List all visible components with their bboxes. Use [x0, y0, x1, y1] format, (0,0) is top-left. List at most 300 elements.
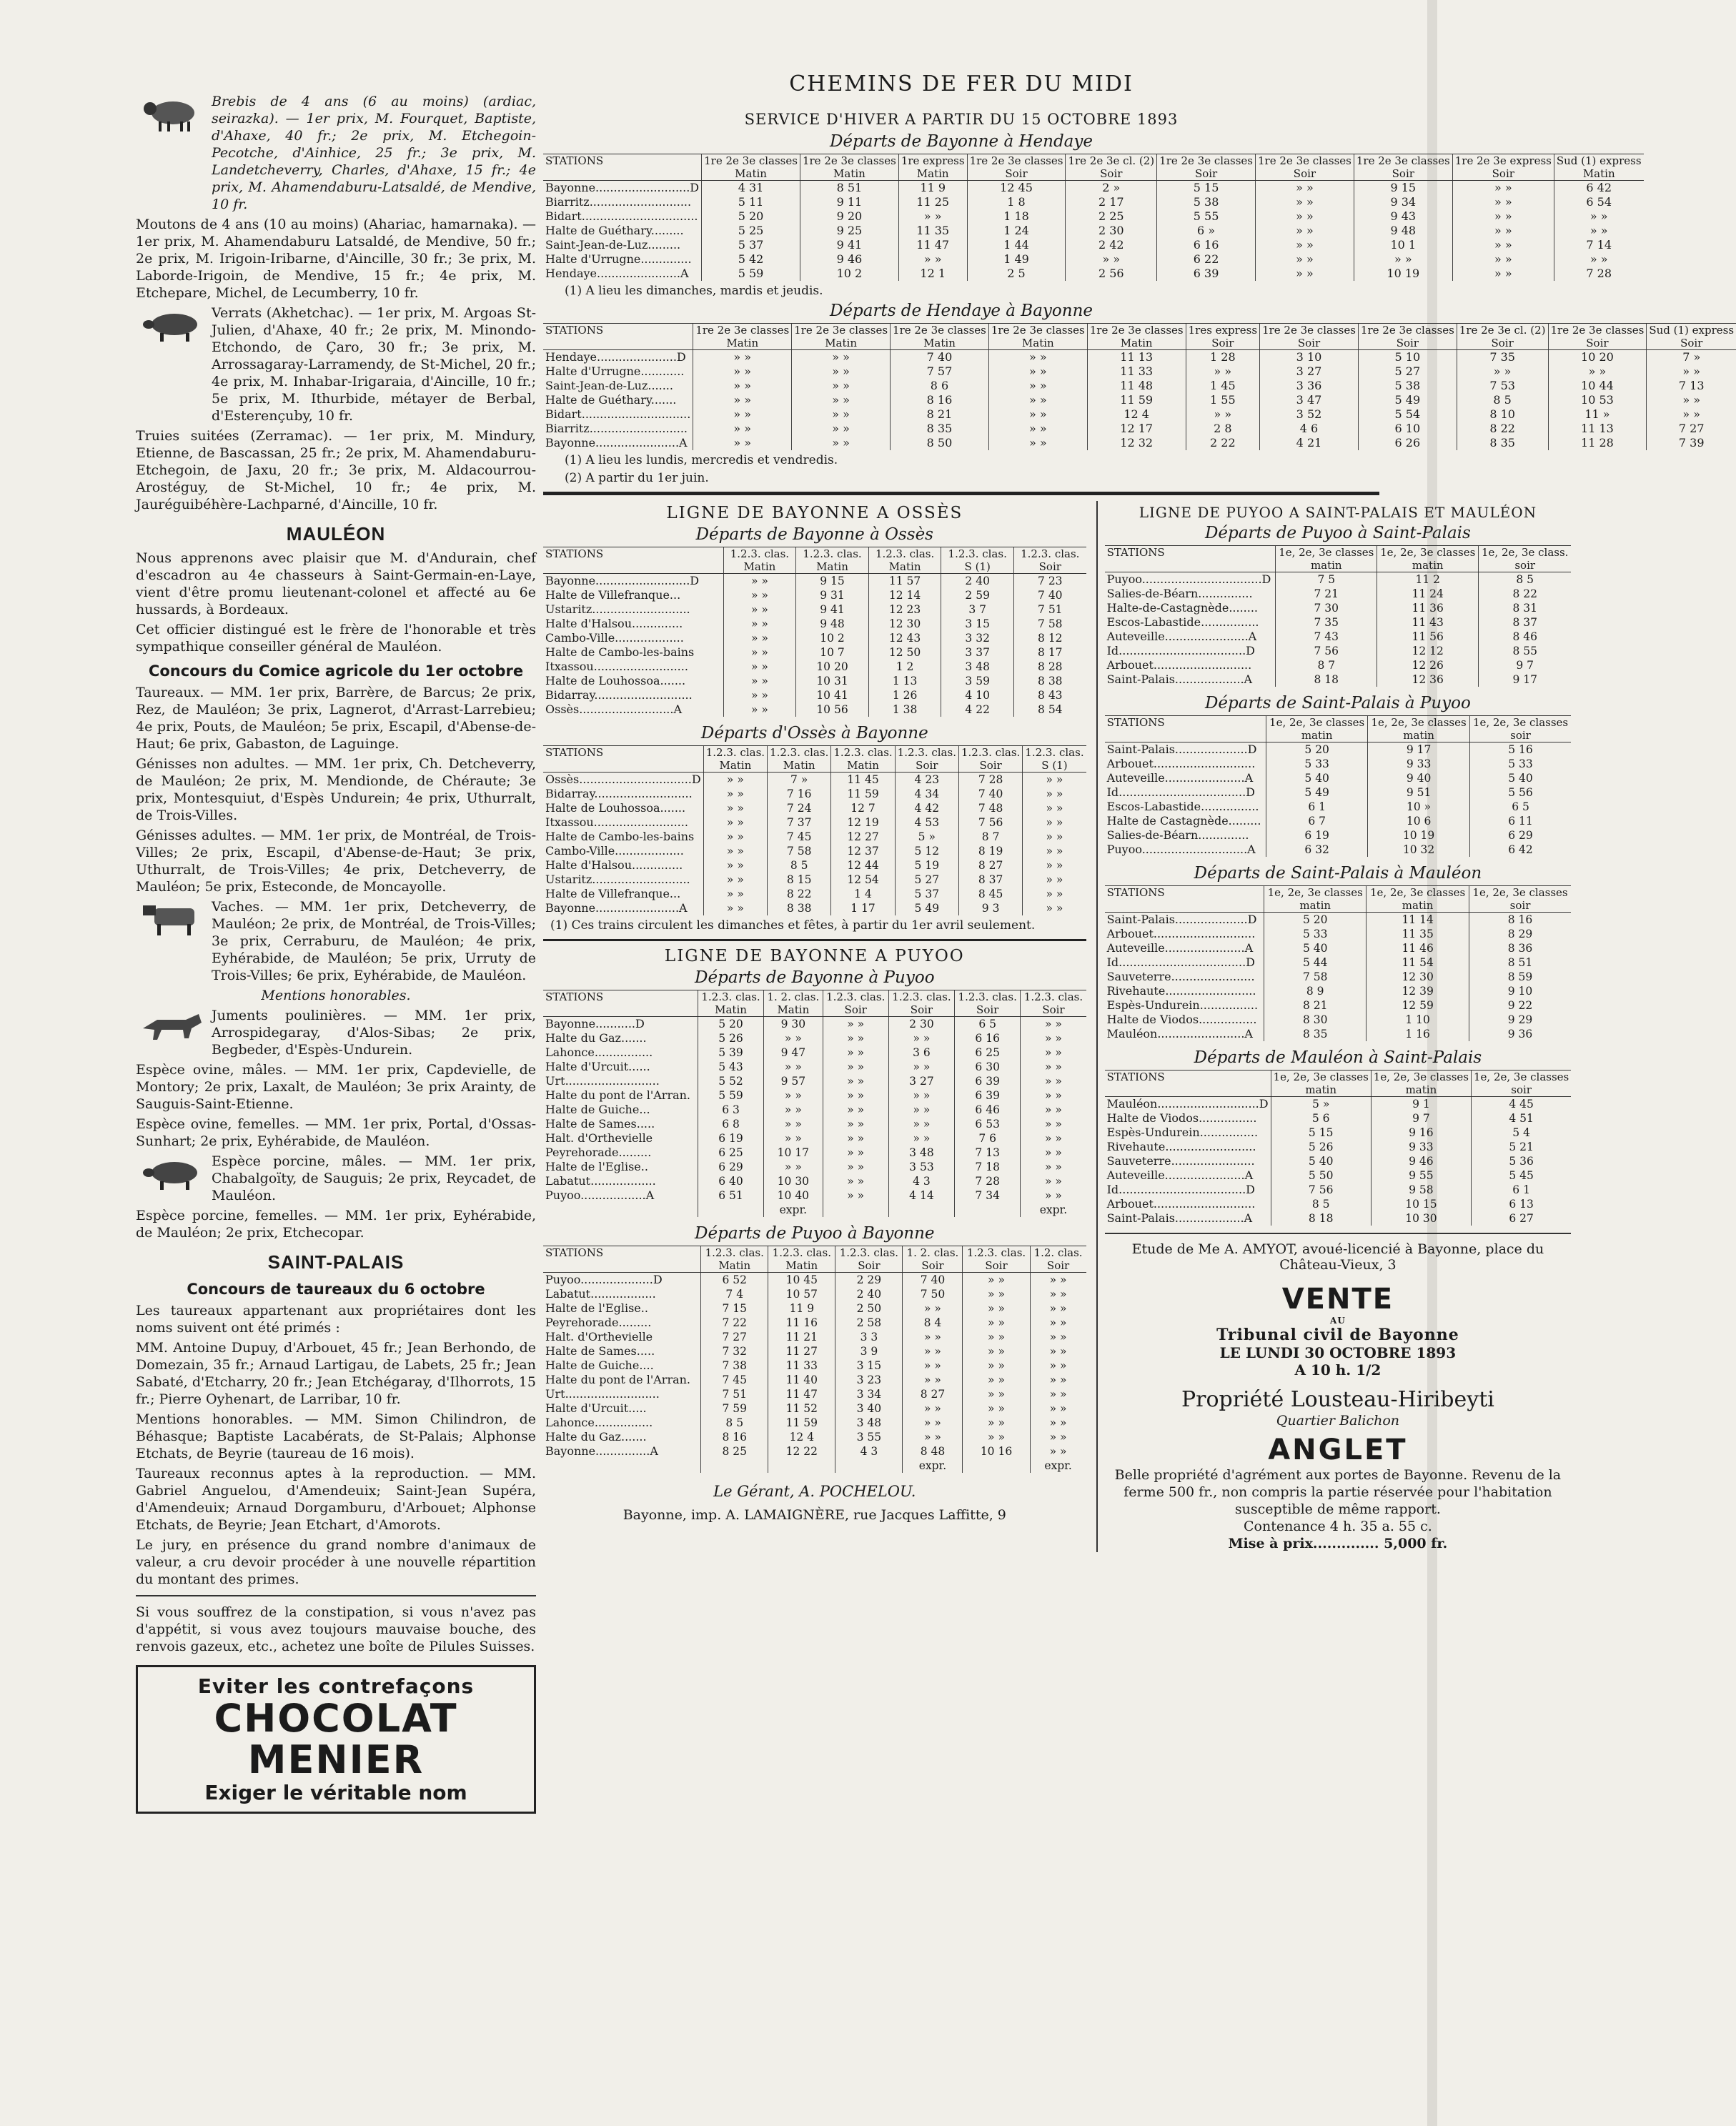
time-cell: 7 45	[701, 1373, 768, 1387]
station-name: Halte de Cambo-les-bains	[545, 830, 695, 843]
time-cell: » »	[903, 1358, 963, 1373]
column-subheader	[543, 337, 693, 350]
time-cell: 6 39	[955, 1074, 1021, 1088]
station-name: Halte de Guéthary.........	[545, 224, 684, 237]
time-cell: » »	[888, 1103, 954, 1117]
table-row	[543, 1287, 1086, 1301]
time-cell: 11 28	[1548, 436, 1647, 450]
chemins-header: CHEMINS DE FER DU MIDI	[789, 71, 1134, 96]
time-cell: 7 15	[701, 1301, 768, 1316]
express-marker	[835, 1459, 903, 1473]
t3-title: Départs de Bayonne à Ossès	[695, 525, 933, 544]
saint-palais-title: SAINT-PALAIS	[267, 1251, 405, 1273]
divider	[543, 939, 1086, 941]
time-cell: 5 38	[1157, 195, 1256, 209]
time-cell: 7 34	[955, 1188, 1021, 1203]
station-name: Sauveterre.......................	[1106, 1154, 1255, 1168]
column-subheader: Soir	[823, 1003, 888, 1017]
table-row	[1105, 941, 1572, 955]
ligne-puyoo-title: LIGNE DE BAYONNE A PUYOO	[664, 947, 965, 965]
time-cell: 9 33	[1371, 1140, 1471, 1154]
time-cell: 3 40	[835, 1401, 903, 1416]
time-cell: » »	[888, 1131, 954, 1146]
time-cell: 8 48	[903, 1444, 963, 1459]
time-cell: 12 30	[1367, 970, 1469, 984]
station-name: Halte de Villefranque...	[545, 887, 681, 900]
table-row	[543, 815, 1086, 830]
station-name: Mauléon........................A	[1106, 1027, 1253, 1040]
time-cell: » »	[1030, 1344, 1086, 1358]
porcine-entry	[136, 1153, 536, 1207]
time-cell: 2 42	[1066, 238, 1157, 252]
column-header: 1.2.3. clas.	[1013, 547, 1086, 561]
time-cell: » »	[903, 1401, 963, 1416]
station-name: Puyoo.............................A	[1106, 843, 1256, 856]
time-cell: 2 40	[941, 574, 1014, 589]
column-header: 1.2.3. clas.	[888, 990, 954, 1004]
table-row	[543, 1358, 1086, 1373]
time-cell: 12 19	[831, 815, 895, 830]
brebis-text: Brebis de 4 ans (6 au moins) (ardiac, seirazka). — 1er prix, M. Fourquet, Baptiste, d'Ahaxe, 40 fr.; 2e prix, M. Etchegoin-Pecotche, d'Ainhice, 25 fr.; 3e prix, M. Landetcheverry, Charles, d'Ahaxe, 15 fr.; 4e prix, M. Ahamendaburu-Latsaldé, de Mendive, 10 fr.	[212, 94, 536, 212]
time-cell: 8 30	[1264, 1013, 1367, 1027]
table-row	[543, 364, 1736, 379]
column-header: 1. 2. clas.	[764, 990, 823, 1004]
time-cell: » »	[1186, 364, 1259, 379]
time-cell: » »	[1030, 1301, 1086, 1316]
time-cell: » »	[1256, 181, 1354, 196]
table-row	[543, 1088, 1086, 1103]
table-row	[1105, 1197, 1572, 1211]
time-cell: 5 26	[1271, 1140, 1371, 1154]
table-row	[543, 1387, 1086, 1401]
time-cell: 5 20	[702, 209, 800, 224]
table-row	[543, 787, 1086, 801]
column-header: 1re 2e 3e classes	[1354, 154, 1452, 168]
column-subheader: Matin	[723, 560, 796, 574]
time-cell: 10 19	[1368, 828, 1469, 843]
station-name: Cambo-Ville...................	[545, 844, 684, 858]
column-subheader	[543, 560, 723, 574]
column-header: Sud (1) express	[1554, 154, 1643, 168]
time-cell: » »	[764, 1031, 823, 1045]
column-header: 1.2.3. clas.	[835, 1246, 903, 1260]
station-name: Hendaye......................D	[545, 350, 686, 364]
t2-title: Départs de Hendaye à Bayonne	[829, 302, 1093, 320]
time-cell: 4 3	[835, 1444, 903, 1459]
time-cell: 6 »	[1157, 224, 1256, 238]
time-cell: 8 46	[1479, 630, 1572, 644]
time-cell: 7 28	[1554, 267, 1643, 281]
time-cell: » »	[1452, 195, 1554, 209]
time-cell: 12 50	[868, 645, 941, 660]
time-cell: 6 3	[698, 1103, 763, 1117]
time-cell: 6 39	[955, 1088, 1021, 1103]
station-name: Halte de l'Eglise..	[545, 1160, 648, 1173]
column-header: 1.2.3. clas.	[768, 746, 831, 760]
time-cell: » »	[1021, 1017, 1086, 1032]
pilules-ad: Si vous souffrez de la constipation, si vous n'avez pas d'appétit, si vous avez toujours mauvaise bouche, des renvois gazeux, etc., achetez une boîte de Pilules Suisses.	[136, 1604, 536, 1654]
time-cell: » »	[903, 1416, 963, 1430]
station-name: Puyoo.................................D	[1106, 572, 1271, 586]
time-cell: » »	[1023, 801, 1086, 815]
time-cell: 11 45	[831, 773, 895, 788]
time-cell: 8 6	[891, 379, 989, 393]
column-header: 1.2.3. clas.	[723, 547, 796, 561]
time-cell: 7 51	[1013, 602, 1086, 617]
time-cell: 11 33	[1087, 364, 1186, 379]
station-name: Halte du pont de l'Arran.	[545, 1088, 691, 1102]
table-row	[1105, 644, 1572, 658]
time-cell: 9 47	[764, 1045, 823, 1060]
time-cell: » »	[823, 1031, 888, 1045]
time-cell: 3 34	[835, 1387, 903, 1401]
time-cell: 12 12	[1377, 644, 1479, 658]
left-column	[136, 93, 536, 1814]
time-cell: 10 15	[1371, 1197, 1471, 1211]
time-cell: » »	[723, 588, 796, 602]
timetable	[543, 154, 1644, 281]
time-cell: 4 3	[888, 1174, 954, 1188]
time-cell: 11 59	[1087, 393, 1186, 407]
ligne-sp-title: LIGNE DE PUYOO A SAINT-PALAIS ET MAULÉON	[1139, 504, 1537, 521]
station-name: Sauveterre.......................	[1106, 970, 1255, 983]
column-header: 1e, 2e, 3e class.	[1479, 546, 1572, 560]
station-name: Peyrehorade.........	[545, 1316, 652, 1329]
time-cell: 9 10	[1469, 984, 1571, 998]
time-cell: 4 21	[1260, 436, 1359, 450]
table-row	[1105, 1013, 1572, 1027]
time-cell: 5 25	[702, 224, 800, 238]
time-cell: 1 10	[1367, 1013, 1469, 1027]
column-header: 1e, 2e, 3e classes	[1266, 716, 1367, 730]
time-cell: 5 15	[1157, 181, 1256, 196]
column-header: 1re 2e 3e cl. (2)	[1457, 324, 1548, 337]
table-row	[1105, 814, 1572, 828]
time-cell: 3 10	[1260, 350, 1359, 365]
timetable	[1105, 545, 1572, 687]
time-cell: 7 27	[701, 1330, 768, 1344]
time-cell: 8 19	[958, 844, 1022, 858]
time-cell: » »	[1256, 238, 1354, 252]
comice-genisses-adultes: Génisses adultes. — MM. 1er prix, de Montréal, de Trois-Villes; 2e prix, Escapil, d'Abense-de-Haut; 3e prix, Uthurralt, de Trois-Villes; 4e prix, Detcheverry, de Mauléon; 5e prix, Esteconde, de Moncayolle.	[136, 828, 536, 895]
time-cell: 7 40	[1013, 588, 1086, 602]
ad-line1: Eviter les contrefaçons	[197, 1674, 475, 1698]
table-row	[543, 830, 1086, 844]
column-header: STATIONS	[543, 324, 693, 337]
column-subheader: Soir	[1066, 167, 1157, 181]
time-cell: » »	[823, 1088, 888, 1103]
time-cell: 11 13	[1548, 422, 1647, 436]
time-cell: 3 37	[941, 645, 1014, 660]
column-subheader	[1105, 899, 1264, 913]
station-name: Ustaritz...........................	[545, 602, 690, 616]
time-cell: » »	[1023, 873, 1086, 887]
time-cell: 8 45	[958, 887, 1022, 901]
comice-title: Concours du Comice agricole du 1er octobre	[148, 662, 524, 680]
time-cell: 5 4	[1472, 1126, 1572, 1140]
table-row	[543, 1131, 1086, 1146]
station-name: Saint-Jean-de-Luz.......	[545, 379, 673, 392]
table-row	[543, 1373, 1086, 1387]
time-cell: » »	[1030, 1430, 1086, 1444]
time-cell: » »	[988, 350, 1087, 365]
time-cell: 6 54	[1554, 195, 1643, 209]
time-cell: 12 45	[967, 181, 1066, 196]
column-header: 1.2.3. clas.	[941, 547, 1014, 561]
column-header: 1e, 2e, 3e classes	[1276, 546, 1377, 560]
time-cell: 9 46	[800, 252, 898, 267]
time-cell: 10 41	[796, 688, 869, 702]
time-cell: 11 16	[768, 1316, 835, 1330]
time-cell: 6 1	[1266, 800, 1367, 814]
express-marker	[888, 1203, 954, 1217]
table-row	[1105, 672, 1572, 687]
station-name: Bidart................................	[545, 209, 698, 223]
column-header: STATIONS	[543, 547, 723, 561]
vente-desc: Belle propriété d'agrément aux portes de Bayonne. Revenu de la ferme 500 fr., non compris la partie réservée pour l'habitation susceptible de même rapport.	[1114, 1467, 1562, 1517]
cow-icon	[136, 898, 207, 938]
station-name: Lahonce................	[545, 1045, 653, 1059]
time-cell: 7 59	[701, 1401, 768, 1416]
column-subheader: Matin	[898, 167, 967, 181]
table-row	[543, 773, 1086, 788]
time-cell: » »	[1021, 1103, 1086, 1117]
time-cell: 8 35	[1264, 1027, 1367, 1041]
column-subheader: Soir	[888, 1003, 954, 1017]
time-cell: 12 44	[831, 858, 895, 873]
time-cell: 9 7	[1479, 658, 1572, 672]
time-cell: 7 18	[955, 1160, 1021, 1174]
time-cell: 9 15	[796, 574, 869, 589]
station-name: Halte-de-Castagnède........	[1106, 601, 1258, 615]
time-cell: » »	[823, 1103, 888, 1117]
station-name: Puyoo....................D	[545, 1273, 663, 1286]
table-row	[543, 1103, 1086, 1117]
time-cell: 1 44	[967, 238, 1066, 252]
time-cell: » »	[723, 645, 796, 660]
station-name: Halte de Sames.....	[545, 1117, 655, 1131]
table-row	[543, 1203, 1086, 1217]
table-row	[543, 407, 1736, 422]
time-cell: 9 41	[796, 602, 869, 617]
column-header: STATIONS	[543, 1246, 701, 1260]
time-cell: 7 37	[768, 815, 831, 830]
time-cell: 6 16	[1157, 238, 1256, 252]
time-cell: 3 23	[835, 1373, 903, 1387]
t6-title: Départs de Puyoo à Bayonne	[695, 1224, 935, 1243]
time-cell: 11 48	[1087, 379, 1186, 393]
time-cell: 2 30	[1066, 224, 1157, 238]
time-cell: 7 56	[1271, 1183, 1371, 1197]
station-name: Halte du pont de l'Arran.	[545, 1373, 691, 1386]
column-header: 1.2.3. clas.	[963, 1246, 1030, 1260]
table-row	[543, 1045, 1086, 1060]
time-cell: 7 23	[1013, 574, 1086, 589]
column-header: 1re 2e 3e express	[1452, 154, 1554, 168]
station-name: Halte d'Urcuit.....	[545, 1401, 647, 1415]
column-header: STATIONS	[543, 154, 702, 168]
express-marker	[963, 1459, 1030, 1473]
time-cell: » »	[823, 1188, 888, 1203]
time-cell: 5 19	[895, 858, 958, 873]
comice-ovine-femelles: Espèce ovine, femelles. — MM. 1er prix, Portal, d'Ossas-Sunhart; 2e prix, Eyhérabide, de Mauléon.	[136, 1116, 536, 1149]
time-cell: 9 25	[800, 224, 898, 238]
lines-saint-palais	[1096, 501, 1572, 1552]
column-subheader: Matin	[891, 337, 989, 350]
time-cell: 5 40	[1266, 771, 1367, 785]
time-cell: » »	[792, 379, 891, 393]
time-cell: 8 4	[903, 1316, 963, 1330]
time-cell: 9 22	[1469, 998, 1571, 1013]
time-cell: 4 34	[895, 787, 958, 801]
station-name: Halte du Gaz.......	[545, 1430, 647, 1444]
time-cell: » »	[792, 422, 891, 436]
time-cell: 2 59	[941, 588, 1014, 602]
station-name: Urt..........................	[545, 1074, 660, 1088]
column-header: 1e, 2e, 3e classes	[1371, 1071, 1471, 1084]
column-subheader: matin	[1368, 729, 1469, 742]
station-name: Halte de Viodos................	[1106, 1013, 1257, 1026]
time-cell: 7 40	[891, 350, 989, 365]
time-cell: 5 40	[1271, 1154, 1371, 1168]
time-cell: 6 51	[698, 1188, 763, 1203]
time-cell: 6 26	[1358, 436, 1457, 450]
column-header: STATIONS	[543, 990, 698, 1004]
column-subheader: Matin	[764, 1003, 823, 1017]
column-header: 1.2.3. clas.	[768, 1246, 835, 1260]
time-cell: 9 41	[800, 238, 898, 252]
table-row	[1105, 572, 1572, 587]
time-cell: 11 21	[768, 1330, 835, 1344]
time-cell: 7 28	[958, 773, 1022, 788]
time-cell: » »	[1021, 1117, 1086, 1131]
station-name: Id...................................D	[1106, 955, 1255, 969]
time-cell: 11 2	[1377, 572, 1479, 587]
table-row	[543, 588, 1086, 602]
time-cell: » »	[903, 1330, 963, 1344]
time-cell: 7 16	[768, 787, 831, 801]
time-cell: 5 33	[1264, 927, 1367, 941]
time-cell: 9 58	[1371, 1183, 1471, 1197]
time-cell: » »	[1023, 830, 1086, 844]
time-cell: 7 27	[1647, 422, 1736, 436]
time-cell: » »	[898, 252, 967, 267]
time-cell: 5 56	[1469, 785, 1571, 800]
t1-title: Départs de Bayonne à Hendaye	[829, 132, 1093, 151]
time-cell: 5 11	[702, 195, 800, 209]
time-cell: 5 16	[1469, 742, 1571, 757]
time-cell: » »	[764, 1088, 823, 1103]
station-name: Saint-Palais...................A	[1106, 672, 1253, 686]
time-cell: 8 38	[768, 901, 831, 915]
time-cell: 1 8	[967, 195, 1066, 209]
time-cell: » »	[903, 1430, 963, 1444]
station-name: Arbouet...........................	[1106, 658, 1252, 672]
column-header: 1re express	[898, 154, 967, 168]
vente-ad	[1105, 1241, 1572, 1552]
station-name: Bayonne...............A	[545, 1444, 658, 1458]
time-cell: 7 6	[955, 1131, 1021, 1146]
time-cell: 9 48	[1354, 224, 1452, 238]
time-cell: 8 16	[891, 393, 989, 407]
time-cell: 5 39	[698, 1045, 763, 1060]
time-cell: 1 49	[967, 252, 1066, 267]
table-row	[543, 350, 1736, 365]
time-cell: 1 13	[868, 674, 941, 688]
station-name: Peyrehorade.........	[545, 1146, 652, 1159]
time-cell: 6 11	[1469, 814, 1571, 828]
table-row	[543, 1188, 1086, 1203]
time-cell: 2 58	[835, 1316, 903, 1330]
column-header: 1re 2e 3e classes	[1548, 324, 1647, 337]
time-cell: 11 43	[1377, 615, 1479, 630]
column-subheader: soir	[1469, 899, 1571, 913]
time-cell: 10 20	[796, 660, 869, 674]
time-cell: 6 30	[955, 1060, 1021, 1074]
time-cell: 2 30	[888, 1017, 954, 1032]
time-cell: » »	[764, 1131, 823, 1146]
time-cell: » »	[1030, 1330, 1086, 1344]
time-cell: » »	[823, 1060, 888, 1074]
time-cell: 8 22	[768, 887, 831, 901]
t2-note1: (1) A lieu les lundis, mercredis et vendredis.	[565, 453, 838, 467]
station-name: Halte d'Halsou..............	[545, 617, 683, 630]
column-header: 1.2.3. clas.	[868, 547, 941, 561]
time-cell: 3 27	[1260, 364, 1359, 379]
time-cell: 3 48	[835, 1416, 903, 1430]
time-cell: 7 58	[1264, 970, 1367, 984]
time-cell: 10 16	[963, 1444, 1030, 1459]
time-cell: » »	[988, 393, 1087, 407]
table-row	[1105, 1126, 1572, 1140]
express-marker: expr.	[1021, 1203, 1086, 1217]
time-cell: 3 15	[835, 1358, 903, 1373]
time-cell: 1 18	[967, 209, 1066, 224]
table-row	[1105, 1211, 1572, 1226]
station-name: Id...................................D	[1106, 785, 1255, 799]
divider	[543, 492, 1379, 495]
column-subheader: Matin	[1087, 337, 1186, 350]
station-name: Halte de Castagnède.........	[1106, 814, 1261, 828]
time-cell: » »	[723, 660, 796, 674]
table-row	[1105, 913, 1572, 928]
station-name: Halte d'Urrugne..............	[545, 252, 692, 266]
time-cell: 5 33	[1469, 757, 1571, 771]
time-cell: 11 24	[1377, 587, 1479, 601]
time-cell: » »	[1021, 1160, 1086, 1174]
time-cell: » »	[823, 1146, 888, 1160]
time-cell: 8 37	[1479, 615, 1572, 630]
station-name: Rivehaute.........................	[1106, 1140, 1256, 1153]
time-cell: 9 46	[1371, 1154, 1471, 1168]
time-cell: » »	[693, 350, 792, 365]
time-cell: 2 29	[835, 1273, 903, 1288]
time-cell: » »	[1548, 364, 1647, 379]
column-header: 1re 2e 3e classes	[702, 154, 800, 168]
time-cell: 6 39	[1157, 267, 1256, 281]
time-cell: » »	[1452, 209, 1554, 224]
station-name: Escos-Labastide................	[1106, 615, 1259, 629]
time-cell: 5 54	[1358, 407, 1457, 422]
time-cell: 9 34	[1354, 195, 1452, 209]
truies-text: Truies suitées (Zerramac). — 1er prix, M. Mindury, Etienne, de Bascassan, 25 fr.; 2e prix, M. Ahamendaburu-Etchegoin, de Jaxu, 20 fr.; 3e prix, M. Aldacourrou-Arostéguy, de St-Michel, 10 fr.; 4e prix, M. Jauréguibéhère-Lachparné, d'Aincille, 10 fr.	[136, 428, 536, 512]
time-cell: 5 20	[1266, 742, 1367, 757]
time-cell: 8 35	[1457, 436, 1548, 450]
time-cell: 8 5	[1457, 393, 1548, 407]
column-header: 1e, 2e, 3e classes	[1368, 716, 1469, 730]
time-cell: 7 21	[1276, 587, 1377, 601]
time-cell: 3 15	[941, 617, 1014, 631]
